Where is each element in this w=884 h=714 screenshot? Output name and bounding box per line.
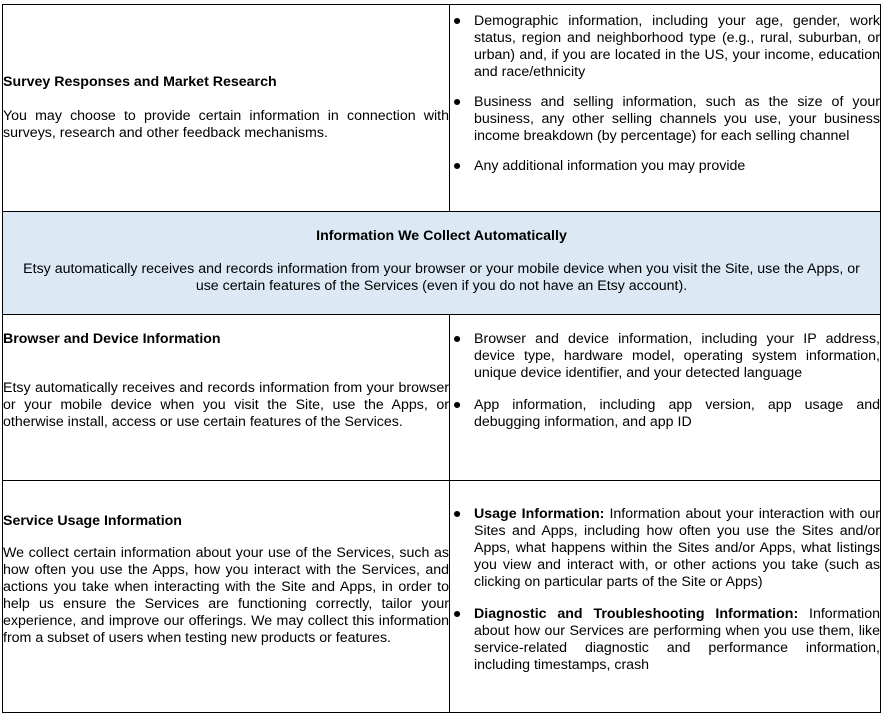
section-band bbox=[3, 212, 881, 315]
section-description: Etsy automatically receives and records information from your browser or your mobile device when you visit the Site, use the Apps, or use certain features of the Services (even if you do not have an Etsy account). bbox=[23, 261, 860, 294]
details-list bbox=[450, 13, 880, 175]
bullet-icon: ● bbox=[452, 606, 462, 622]
category-cell bbox=[3, 315, 450, 481]
bullet-icon: ● bbox=[452, 506, 462, 522]
bullet-icon: ● bbox=[452, 158, 462, 174]
category-title: Service Usage Information bbox=[3, 513, 182, 529]
bullet-icon: ● bbox=[452, 331, 462, 347]
category-cell bbox=[3, 5, 450, 212]
category-cell bbox=[3, 481, 450, 713]
list-item: ● Browser and device information, including your IP address, device type, hardware model, operating system information, unique device identifier, and your detected language bbox=[450, 331, 880, 382]
bullet-icon: ● bbox=[452, 397, 462, 413]
list-item: ● Diagnostic and Troubleshooting Information: Information about how our Services are performing when you use them, like service-related diagnostic and performance information, including timestamps, crash bbox=[450, 606, 880, 674]
details-cell bbox=[450, 481, 881, 713]
category-description: Etsy automatically receives and records information from your browser or your mobile device when you visit the Site, use the Apps, or otherwise install, access or use certain features of the Services. bbox=[3, 380, 449, 430]
bullet-icon: ● bbox=[452, 13, 462, 29]
table-row-usage bbox=[3, 481, 881, 713]
bullet-icon: ● bbox=[452, 94, 462, 110]
list-item: ● Business and selling information, such as the size of your business, any other selling channels you use, your business income breakdown (by percentage) for each selling channel bbox=[450, 94, 880, 145]
details-list bbox=[450, 506, 880, 674]
category-description: We collect certain information about your use of the Services, such as how often you use the Apps, how you interact with the Services, and actions you take when interacting with the Site and Apps, in order to help us ensure the Services are functioning correctly, tailor your experience, and improve our offerings. We may collect this information from a subset of users when testing new products or features. bbox=[3, 545, 449, 646]
details-list bbox=[450, 331, 880, 431]
section-title: Information We Collect Automatically bbox=[316, 228, 567, 244]
list-item: ● Demographic information, including your age, gender, work status, region and neighborhood type (e.g., rural, suburban, or urban) and, if you are located in the US, your income, education and race/ethnicity bbox=[450, 13, 880, 81]
table-row-browser bbox=[3, 315, 881, 481]
category-title: Survey Responses and Market Research bbox=[3, 74, 277, 90]
section-band-cell bbox=[3, 212, 881, 315]
list-item: ● Usage Information: Information about your interaction with our Sites and Apps, including how often you use the Sites and/or Apps, what happens within the Sites and/or Apps, what listings you view and interact with, or other actions you take (such as clicking on particular parts of the Site or Apps) bbox=[450, 506, 880, 591]
details-cell bbox=[450, 5, 881, 212]
list-item: ● App information, including app version, app usage and debugging information, and app ID bbox=[450, 397, 880, 431]
category-description: You may choose to provide certain information in connection with surveys, research and other feedback mechanisms. bbox=[3, 108, 449, 141]
category-title: Browser and Device Information bbox=[3, 331, 221, 347]
table-row-survey bbox=[3, 5, 881, 212]
list-item: ● Any additional information you may provide bbox=[450, 158, 880, 175]
details-cell bbox=[450, 315, 881, 481]
privacy-table bbox=[2, 4, 881, 713]
